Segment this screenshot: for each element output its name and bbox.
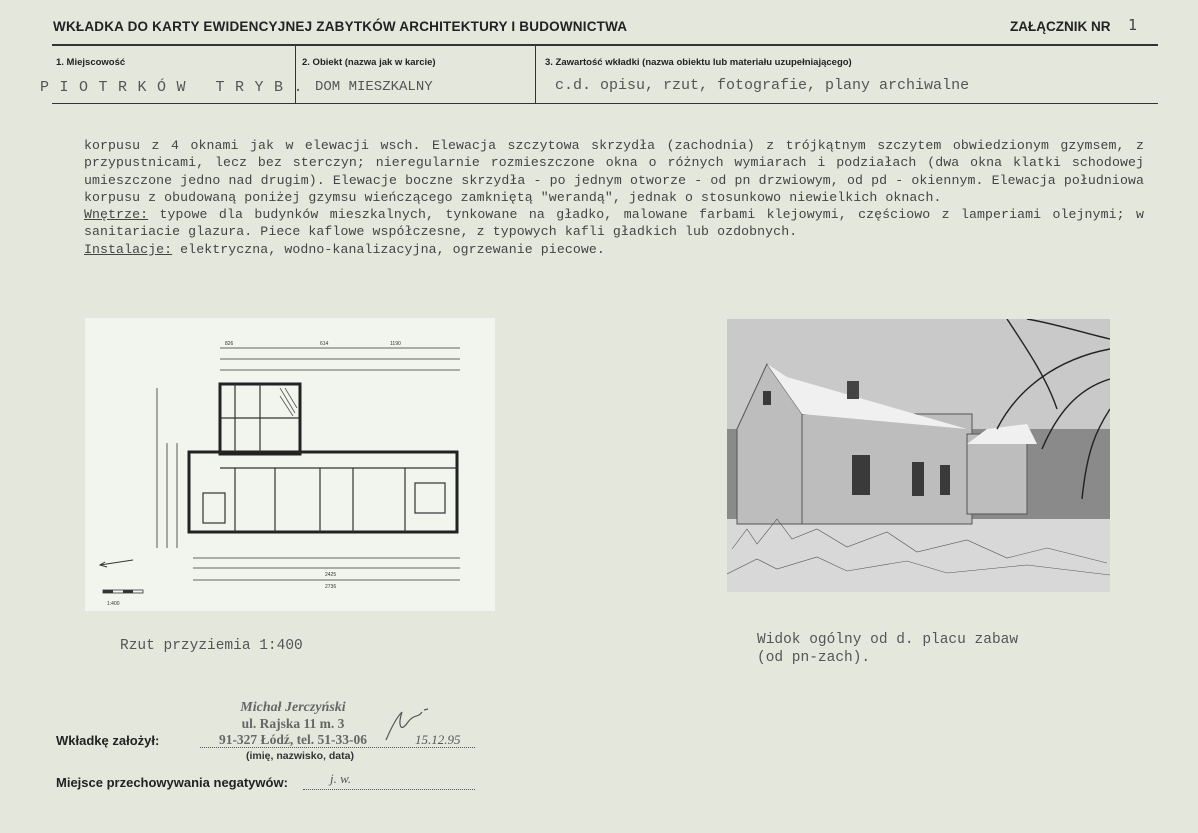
stamp-address-line2: 91-327 Łódź, tel. 51-33-06	[218, 732, 368, 747]
photo-caption-line1: Widok ogólny od d. placu zabaw	[757, 632, 1019, 648]
interior-heading: Wnętrze:	[84, 207, 149, 223]
description-text	[84, 137, 1144, 258]
fields-rule	[52, 103, 1158, 104]
form-title: WKŁADKA DO KARTY EWIDENCYJNEJ ZABYTKÓW ARCHITEKTURY I BUDOWNICTWA	[53, 19, 628, 34]
building-photo-drawing	[727, 319, 1110, 592]
author-stamp	[203, 700, 383, 748]
locality-label: 1. Miejscowość	[56, 57, 126, 68]
created-by-label: Wkładkę założył:	[56, 733, 160, 748]
plan-top-dimension: 1190	[390, 341, 401, 347]
building-photo	[727, 319, 1110, 592]
installations-heading: Instalacje:	[84, 241, 173, 257]
object-label: 2. Obiekt (nazwa jak w karcie)	[302, 57, 436, 68]
description-paragraph: korpusu z 4 oknami jak w elewacji wsch. Elewacja szczytowa skrzydła (zachodnia) z trójkątnym szczytem obwiedzionym gzymsem, z przypustnicami, lecz bez sterczyn; nieregularnie rozmieszczone okna o różnych wymiarach i podziałach (dwa okna klatki schodowej umieszczone jedno nad drugim). Elewacje boczne skrzydła - po jednym otworze - od pn drzwiowym, od pd - okiennym. Elewacja południowa korpusu z obudowaną poniżej gzymsu wieńczącego zamkniętą "werandą", jednak o stosunkowo niewielkich oknach.	[84, 138, 1144, 205]
plan-bottom-subtotal: 2425	[325, 572, 337, 578]
plan-top-dimension: 826	[225, 341, 234, 347]
stamp-address-line1: ul. Rajska 11 m. 3	[241, 716, 345, 731]
photo-caption-line2: (od pn-zach).	[757, 650, 871, 666]
content-value: c.d. opisu, rzut, fotografie, plany archiwalne	[555, 77, 970, 94]
annex-label: ZAŁĄCZNIK NR	[1010, 19, 1111, 34]
plan-top-dimension: 614	[320, 341, 329, 347]
header-rule	[52, 44, 1158, 46]
installations-text: elektryczna, wodno-kanalizacyjna, ogrzewanie piecowe.	[172, 241, 605, 257]
annex-number: 1	[1128, 16, 1138, 34]
plan-bottom-total: 2736	[325, 584, 337, 590]
field-divider	[535, 46, 536, 104]
storage-label: Miejsce przechowywania negatywów:	[56, 775, 288, 790]
locality-value: PIOTRKÓW TRYB.	[40, 79, 314, 96]
plan-caption: Rzut przyziemia 1:400	[120, 638, 303, 654]
storage-line	[303, 789, 475, 790]
floor-plan-image	[85, 318, 495, 611]
content-label: 3. Zawartość wkładki (nazwa obiektu lub materiału uzupełniającego)	[545, 57, 852, 68]
storage-value: j. w.	[330, 771, 352, 786]
interior-text: typowe dla budynków mieszkalnych, tynkowane na gładko, malowane farbami klejowymi, częściowo z lamperiami olejnymi; w sanitariacie glazura. Piece kaflowe współczesne, z typowych kafli gładkich lub ozdobnych.	[84, 207, 1144, 240]
floor-plan-drawing	[85, 318, 495, 611]
north-arrow-icon	[100, 560, 133, 567]
scale-bar-icon	[103, 590, 143, 593]
stamp-hint: (imię, nazwisko, data)	[246, 750, 354, 762]
object-value: DOM MIESZKALNY	[315, 79, 433, 95]
plan-scale-label: 1:400	[107, 601, 120, 607]
signature-date: 15.12.95	[415, 732, 461, 747]
stamp-name: Michał Jerczyński	[240, 700, 346, 715]
